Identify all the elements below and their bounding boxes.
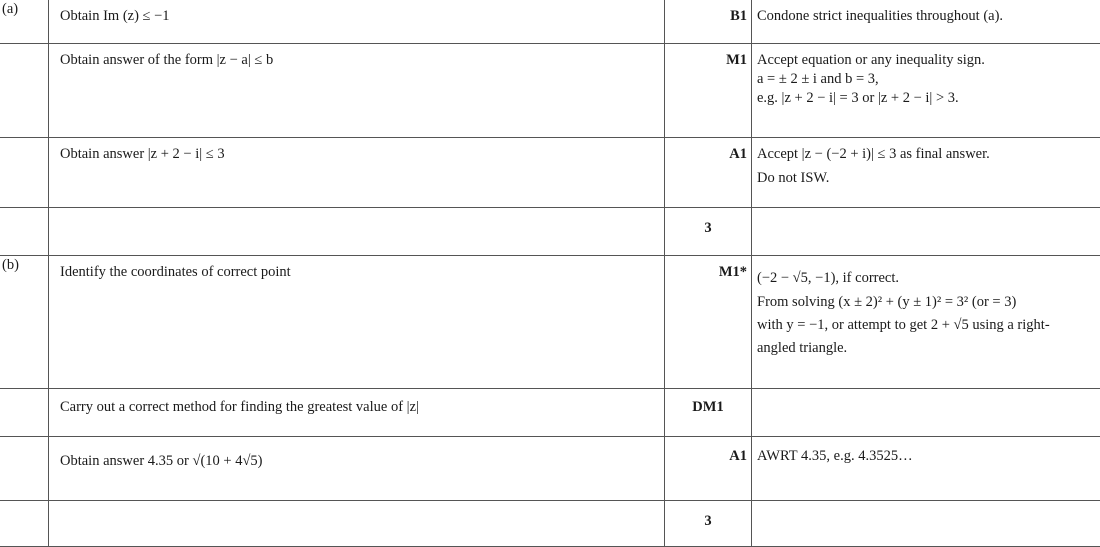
mark-cell: A1	[665, 437, 752, 501]
guidance-cell: AWRT 4.35, e.g. 4.3525…	[752, 437, 1100, 501]
mark-cell: B1	[665, 0, 752, 44]
part-label-b: (b)	[0, 256, 49, 389]
guidance-cell: (−2 − √5, −1), if correct. From solving (x ± 2)² + (y ± 1)² = 3² (or = 3) with y = −1, or attempt to get 2 + √5 using a right- angled triangle.	[752, 256, 1100, 389]
guidance-cell: Accept |z − (−2 + i)| ≤ 3 as final answer. Do not ISW.	[752, 138, 1100, 208]
part-label-a: (a)	[0, 0, 49, 44]
working-cell	[49, 208, 665, 256]
working-cell: Obtain answer of the form |z − a| ≤ b	[49, 44, 665, 138]
table-row	[0, 256, 1100, 389]
table-row	[0, 208, 1100, 256]
working-cell: Obtain Im (z) ≤ −1	[49, 0, 665, 44]
table-row	[0, 0, 1100, 44]
guidance-cell: Condone strict inequalities throughout (a).	[752, 0, 1100, 44]
mark-cell: M1*	[665, 256, 752, 389]
working-cell: Identify the coordinates of correct point	[49, 256, 665, 389]
working-cell	[49, 501, 665, 547]
mark-cell: A1	[665, 138, 752, 208]
working-cell: Carry out a correct method for finding the greatest value of |z|	[49, 389, 665, 437]
working-cell: Obtain answer |z + 2 − i| ≤ 3	[49, 138, 665, 208]
mark-cell: M1	[665, 44, 752, 138]
guidance-cell: Accept equation or any inequality sign. a = ± 2 ± i and b = 3, e.g. |z + 2 − i| = 3 or |z + 2 − i| > 3.	[752, 44, 1100, 138]
guidance-cell	[752, 208, 1100, 256]
table-row	[0, 389, 1100, 437]
mark-cell: DM1	[665, 389, 752, 437]
table-row	[0, 437, 1100, 501]
table-row	[0, 44, 1100, 138]
guidance-cell	[752, 389, 1100, 437]
mark-total: 3	[665, 208, 752, 256]
mark-total: 3	[665, 501, 752, 547]
working-cell: Obtain answer 4.35 or √(10 + 4√5)	[49, 437, 665, 501]
table-row	[0, 501, 1100, 547]
table-row	[0, 138, 1100, 208]
guidance-cell	[752, 501, 1100, 547]
